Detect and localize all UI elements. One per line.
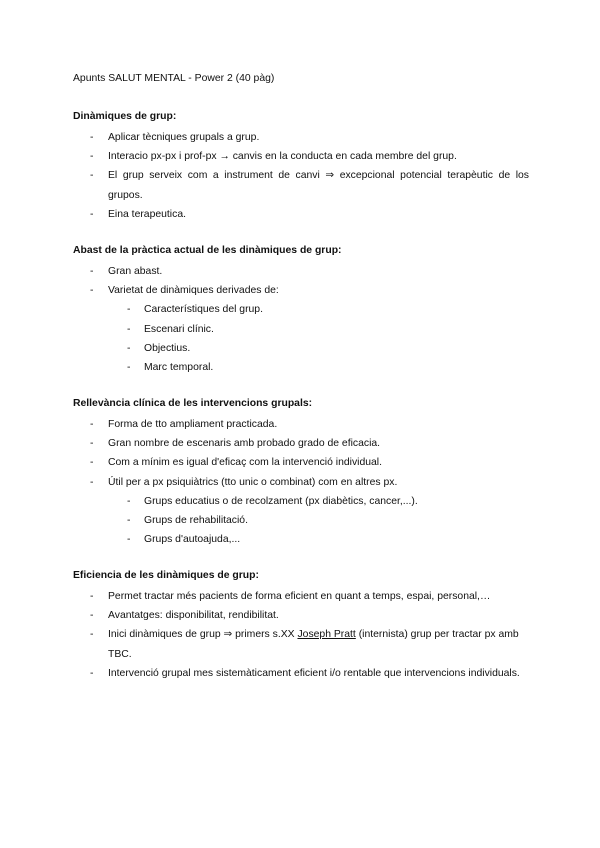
document-title: Apunts SALUT MENTAL - Power 2 (40 pàg) (73, 73, 275, 84)
section-dinamiques-de-grup (73, 110, 529, 224)
list-item: - Interacio px-px i prof-px → canvis en la conducta en cada membre del grup. (73, 147, 529, 166)
list-item: - El grup serveix com a instrument de canvi ⇒ excepcional potencial terapèutic de los grupos. (73, 166, 529, 204)
list-item: - Intervenció grupal mes sistemàticament eficient i/o rentable que intervencions individuals. (73, 664, 529, 683)
sub-list-item: - Marc temporal. (73, 358, 529, 377)
sub-list-item: - Grups educatius o de recolzament (px diabètics, cancer,...). (73, 492, 529, 511)
list-item (73, 625, 529, 663)
list-item: - Forma de tto ampliament practicada. (73, 415, 529, 434)
section-heading: Eficiencia de les dinàmiques de grup: (73, 570, 259, 581)
sub-list-item: - Objectius. (73, 339, 529, 358)
item-text: (internista) grup per tractar px amb TBC. (108, 629, 519, 660)
bullet-list (73, 587, 529, 683)
bullet-list (73, 262, 529, 300)
list-item: - Permet tractar més pacients de forma eficient en quant a temps, espai, personal,… (73, 587, 529, 606)
sub-bullet-list (73, 492, 529, 550)
list-item: - Aplicar tècniques grupals a grup. (73, 128, 529, 147)
item-text: Inici dinàmiques de grup ⇒ primers s.XX (108, 629, 298, 641)
section-rellevancia-clinica (73, 397, 529, 549)
list-item: - Gran nombre de escenaris amb probado grado de eficacia. (73, 434, 529, 453)
list-item: - Gran abast. (73, 262, 529, 281)
sub-list-item: - Escenari clínic. (73, 320, 529, 339)
list-item: - Útil per a px psiquiàtrics (tto unic o combinat) com en altres px. (73, 473, 529, 492)
bullet-list (73, 128, 529, 224)
sub-bullet-list (73, 300, 529, 377)
list-item: - Avantatges: disponibilitat, rendibilitat. (73, 606, 529, 625)
list-item: - Eina terapeutica. (73, 205, 529, 224)
sub-list-item: - Grups d'autoajuda,... (73, 530, 529, 549)
underlined-name: Joseph Pratt (297, 629, 356, 641)
section-heading: Dinàmiques de grup: (73, 111, 177, 122)
section-heading: Abast de la pràctica actual de les dinàmiques de grup: (73, 245, 342, 256)
sub-list-item: - Grups de rehabilitació. (73, 511, 529, 530)
section-heading: Rellevància clínica de les intervencions grupals: (73, 398, 313, 409)
list-item: - Com a mínim es igual d'eficaç com la intervenció individual. (73, 453, 529, 472)
section-abast-practica (73, 244, 529, 377)
section-eficiencia (73, 569, 529, 683)
bullet-list (73, 415, 529, 492)
sub-list-item: - Característiques del grup. (73, 300, 529, 319)
list-item: - Varietat de dinàmiques derivades de: (73, 281, 529, 300)
